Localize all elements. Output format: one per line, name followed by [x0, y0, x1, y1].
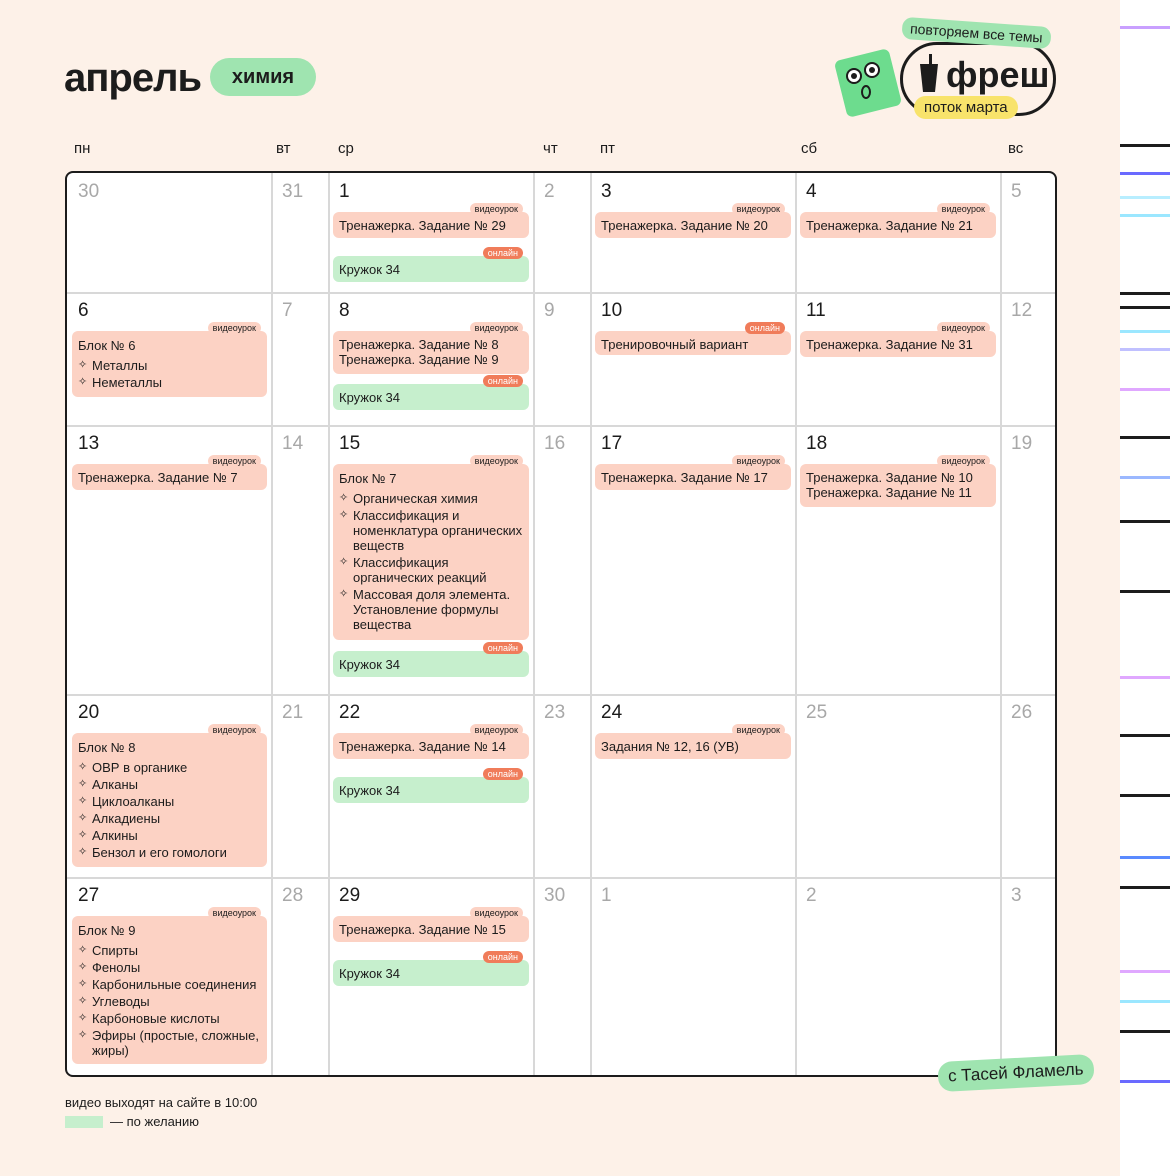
event-title-secondary: Тренажерка. Задание № 11 — [806, 485, 972, 500]
day-cell[interactable] — [1002, 175, 1057, 292]
event-tag: видеоурок — [470, 455, 523, 467]
topic-text: Алканы — [92, 777, 138, 792]
day-number: 11 — [806, 300, 826, 321]
weekday-wed: ср — [338, 140, 354, 157]
day-number: 13 — [78, 433, 100, 454]
weekday-mon: пн — [74, 140, 91, 157]
sparkle-icon: ✧ — [78, 761, 88, 773]
topic-text: Фенолы — [92, 960, 141, 975]
day-number: 1 — [601, 885, 612, 906]
day-cell[interactable] — [273, 696, 328, 877]
glitch-line — [1120, 330, 1170, 333]
sparkle-icon: ✧ — [78, 359, 88, 371]
video-event[interactable] — [595, 204, 791, 238]
sparkle-icon: ✧ — [78, 1012, 88, 1024]
sparkle-icon: ✧ — [339, 509, 349, 521]
day-number: 31 — [282, 181, 304, 202]
video-event[interactable] — [800, 456, 996, 507]
glitch-line — [1120, 292, 1170, 295]
event-title: Тренажерка. Задание № 17 — [601, 470, 768, 485]
glitch-line — [1120, 26, 1170, 29]
legend-text: — по желанию — [110, 1114, 199, 1129]
topic-list — [78, 760, 261, 860]
online-event[interactable] — [333, 952, 529, 986]
event-tag: видеоурок — [470, 322, 523, 334]
day-cell[interactable] — [535, 696, 590, 877]
event-title: Тренировочный вариант — [601, 337, 749, 352]
event-title: Тренажерка. Задание № 20 — [601, 218, 768, 233]
day-cell[interactable] — [592, 696, 795, 877]
event-tag: видеоурок — [470, 203, 523, 215]
day-cell[interactable] — [797, 696, 1000, 877]
day-cell[interactable] — [535, 175, 590, 292]
topic-item — [78, 828, 261, 843]
glitch-line — [1120, 436, 1170, 439]
video-event[interactable] — [595, 725, 791, 759]
day-cell[interactable] — [592, 427, 795, 694]
day-number: 1 — [339, 181, 350, 202]
month-title: апрель — [64, 56, 202, 100]
event-tag: видеоурок — [937, 322, 990, 334]
video-event[interactable] — [333, 323, 529, 374]
topic-item — [78, 977, 261, 992]
glitch-line — [1120, 348, 1170, 351]
online-event[interactable] — [333, 248, 529, 282]
weekday-sun: вс — [1008, 140, 1024, 157]
day-cell[interactable] — [1002, 427, 1057, 694]
day-number: 5 — [1011, 181, 1022, 202]
day-number: 26 — [1011, 702, 1033, 723]
glitch-line — [1120, 1000, 1170, 1003]
day-number: 10 — [601, 300, 623, 321]
sparkle-icon: ✧ — [78, 1029, 88, 1041]
topic-list — [78, 943, 261, 1058]
sparkle-icon: ✧ — [339, 556, 349, 568]
sparkle-icon: ✧ — [78, 795, 88, 807]
event-title: Кружок 34 — [339, 657, 400, 672]
sparkle-icon: ✧ — [78, 812, 88, 824]
day-number: 19 — [1011, 433, 1033, 454]
day-cell[interactable] — [1002, 696, 1057, 877]
day-number: 15 — [339, 433, 361, 454]
topic-item — [78, 777, 261, 792]
day-cell[interactable] — [797, 294, 1000, 425]
logo-brand: фреш — [946, 54, 1050, 95]
sparkle-icon: ✧ — [78, 846, 88, 858]
day-cell[interactable] — [273, 175, 328, 292]
day-number: 6 — [78, 300, 89, 321]
topic-text: Металлы — [92, 358, 148, 373]
topic-item — [78, 994, 261, 1009]
topic-list — [339, 491, 523, 632]
topic-text: Органическая химия — [353, 491, 478, 506]
topic-text: ОВР в органике — [92, 760, 188, 775]
logo-top-label: повторяем все темы — [901, 17, 1051, 49]
weekday-sat: сб — [801, 140, 818, 157]
day-number: 27 — [78, 885, 100, 906]
event-tag: онлайн — [483, 768, 523, 780]
day-number: 23 — [544, 702, 566, 723]
video-event[interactable] — [72, 725, 267, 867]
topic-item — [78, 845, 261, 860]
weekday-thu: чт — [543, 140, 558, 157]
weekday-fri: пт — [600, 140, 615, 157]
topic-item — [339, 491, 523, 506]
day-number: 30 — [544, 885, 566, 906]
glitch-line — [1120, 144, 1170, 147]
day-number: 25 — [806, 702, 828, 723]
event-title: Задания № 12, 16 (УВ) — [601, 739, 739, 754]
calendar-grid — [65, 171, 1057, 1077]
video-event[interactable] — [72, 908, 267, 1064]
sparkle-icon: ✧ — [339, 492, 349, 504]
topic-item — [78, 811, 261, 826]
topic-item — [339, 555, 523, 585]
online-event[interactable] — [333, 769, 529, 803]
day-cell[interactable] — [330, 696, 533, 877]
subject-badge: химия — [210, 58, 316, 96]
event-tag: видеоурок — [208, 907, 261, 919]
day-number: 4 — [806, 181, 817, 202]
day-cell[interactable] — [273, 294, 328, 425]
day-number: 20 — [78, 702, 100, 723]
sparkle-icon: ✧ — [78, 778, 88, 790]
event-title-secondary: Тренажерка. Задание № 9 — [339, 352, 499, 367]
topic-text: Классификация и номенклатура органических веществ — [353, 508, 523, 553]
logo-bottom-label: поток марта — [914, 96, 1018, 119]
glitch-line — [1120, 676, 1170, 679]
video-event[interactable] — [800, 323, 996, 357]
event-tag: видеоурок — [732, 724, 785, 736]
video-event[interactable] — [333, 725, 529, 759]
sparkle-icon: ✧ — [78, 829, 88, 841]
video-event[interactable] — [333, 456, 529, 640]
topic-item — [78, 375, 261, 390]
topic-item — [78, 794, 261, 809]
day-cell[interactable] — [330, 427, 533, 694]
day-cell[interactable] — [592, 879, 795, 1077]
glitch-line — [1120, 734, 1170, 737]
day-cell[interactable] — [69, 175, 271, 292]
topic-text: Спирты — [92, 943, 138, 958]
topic-text: Массовая доля элемента. Установление формулы вещества — [353, 587, 511, 632]
day-cell[interactable] — [797, 427, 1000, 694]
day-cell[interactable] — [330, 879, 533, 1077]
event-title: Тренажерка. Задание № 31 — [806, 337, 973, 352]
day-cell[interactable] — [330, 294, 533, 425]
day-cell[interactable] — [592, 294, 795, 425]
topic-item — [339, 587, 523, 632]
topic-item — [78, 943, 261, 958]
glitch-line — [1120, 196, 1170, 199]
day-number: 2 — [806, 885, 817, 906]
glitch-line — [1120, 1030, 1170, 1033]
weekday-headers — [66, 136, 1056, 160]
topic-text: Эфиры (простые, сложные, жиры) — [92, 1028, 259, 1058]
topic-text: Бензол и его гомологи — [92, 845, 227, 860]
event-title: Кружок 34 — [339, 390, 400, 405]
glitch-line — [1120, 590, 1170, 593]
day-number: 8 — [339, 300, 350, 321]
video-event[interactable] — [72, 323, 267, 397]
event-title: Тренажерка. Задание № 29 — [339, 218, 506, 233]
video-event[interactable] — [72, 456, 267, 490]
event-tag: видеоурок — [470, 724, 523, 736]
day-cell[interactable] — [1002, 294, 1057, 425]
day-cell[interactable] — [535, 879, 590, 1077]
day-cell[interactable] — [330, 175, 533, 292]
decorative-strip — [1120, 0, 1170, 1176]
glitch-line — [1120, 172, 1170, 175]
event-title: Кружок 34 — [339, 783, 400, 798]
day-number: 7 — [282, 300, 293, 321]
glitch-line — [1120, 886, 1170, 889]
day-cell[interactable] — [797, 175, 1000, 292]
day-number: 14 — [282, 433, 304, 454]
day-cell[interactable] — [69, 294, 271, 425]
topic-text: Алкадиены — [92, 811, 161, 826]
topic-item — [78, 760, 261, 775]
topic-text: Карбоновые кислоты — [92, 1011, 220, 1026]
event-tag: видеоурок — [208, 455, 261, 467]
sparkle-icon: ✧ — [339, 588, 349, 600]
sparkle-icon: ✧ — [78, 961, 88, 973]
day-number: 9 — [544, 300, 555, 321]
author-badge: с Тасей Фламель — [937, 1054, 1094, 1092]
day-cell[interactable] — [69, 427, 271, 694]
event-title: Блок № 6 — [78, 338, 136, 353]
glitch-line — [1120, 306, 1170, 309]
day-number: 3 — [1011, 885, 1022, 906]
topic-item — [339, 508, 523, 553]
day-number: 21 — [282, 702, 304, 723]
sparkle-icon: ✧ — [78, 376, 88, 388]
day-cell[interactable] — [273, 879, 328, 1077]
glitch-line — [1120, 856, 1170, 859]
video-event[interactable] — [333, 204, 529, 238]
sparkle-icon: ✧ — [78, 978, 88, 990]
topic-text: Углеводы — [92, 994, 150, 1009]
day-cell[interactable] — [797, 879, 1000, 1077]
event-tag: онлайн — [483, 375, 523, 387]
footer-note: видео выходят на сайте в 10:00 — [65, 1095, 258, 1110]
video-event[interactable] — [595, 456, 791, 490]
topic-list — [78, 358, 261, 390]
event-tag: видеоурок — [937, 203, 990, 215]
glitch-line — [1120, 388, 1170, 391]
event-title: Тренажерка. Задание № 15 — [339, 922, 506, 937]
topic-item — [78, 358, 261, 373]
day-number: 28 — [282, 885, 304, 906]
day-number: 30 — [78, 181, 100, 202]
topic-item — [78, 1011, 261, 1026]
day-number: 2 — [544, 181, 555, 202]
video-event[interactable] — [800, 204, 996, 238]
day-number: 3 — [601, 181, 612, 202]
day-number: 24 — [601, 702, 623, 723]
day-cell[interactable] — [273, 427, 328, 694]
event-tag: видеоурок — [937, 455, 990, 467]
topic-text: Циклоалканы — [92, 794, 175, 809]
event-tag: видеоурок — [208, 322, 261, 334]
day-cell[interactable] — [535, 427, 590, 694]
event-tag: видеоурок — [470, 907, 523, 919]
event-title: Кружок 34 — [339, 966, 400, 981]
online-event[interactable] — [333, 643, 529, 677]
event-title: Тренажерка. Задание № 14 — [339, 739, 506, 754]
mascot-icon — [832, 40, 904, 120]
event-tag: онлайн — [745, 322, 785, 334]
event-title: Тренажерка. Задание № 7 — [78, 470, 238, 485]
event-title: Тренажерка. Задание № 8 — [339, 337, 499, 352]
topic-item — [78, 960, 261, 975]
event-title: Блок № 9 — [78, 923, 136, 938]
sparkle-icon: ✧ — [78, 995, 88, 1007]
sparkle-icon: ✧ — [78, 944, 88, 956]
event-title: Кружок 34 — [339, 262, 400, 277]
day-number: 16 — [544, 433, 566, 454]
topic-item — [78, 1028, 261, 1058]
video-event[interactable] — [333, 908, 529, 942]
event-title: Тренажерка. Задание № 10 — [806, 470, 973, 485]
cup-icon — [916, 54, 942, 94]
day-cell[interactable] — [69, 879, 271, 1077]
day-number: 12 — [1011, 300, 1033, 321]
topic-text: Карбонильные соединения — [92, 977, 257, 992]
video-event[interactable] — [595, 323, 791, 355]
glitch-line — [1120, 214, 1170, 217]
event-title: Тренажерка. Задание № 21 — [806, 218, 973, 233]
glitch-line — [1120, 476, 1170, 479]
glitch-line — [1120, 520, 1170, 523]
day-number: 22 — [339, 702, 361, 723]
topic-text: Классификация органических реакций — [353, 555, 487, 585]
brand-logo — [830, 18, 1070, 128]
event-tag: видеоурок — [208, 724, 261, 736]
glitch-line — [1120, 970, 1170, 973]
glitch-line — [1120, 794, 1170, 797]
topic-text: Алкины — [92, 828, 138, 843]
day-number: 18 — [806, 433, 828, 454]
event-tag: онлайн — [483, 951, 523, 963]
topic-text: Неметаллы — [92, 375, 162, 390]
day-cell[interactable] — [592, 175, 795, 292]
online-event[interactable] — [333, 376, 529, 410]
event-tag: онлайн — [483, 642, 523, 654]
day-number: 29 — [339, 885, 361, 906]
weekday-tue: вт — [276, 140, 291, 157]
day-cell[interactable] — [535, 294, 590, 425]
event-title: Блок № 8 — [78, 740, 136, 755]
day-cell[interactable] — [69, 696, 271, 877]
event-tag: видеоурок — [732, 455, 785, 467]
glitch-line — [1120, 1080, 1170, 1083]
day-number: 17 — [601, 433, 623, 454]
event-title: Блок № 7 — [339, 471, 397, 486]
event-tag: онлайн — [483, 247, 523, 259]
event-tag: видеоурок — [732, 203, 785, 215]
legend-swatch — [65, 1116, 103, 1128]
day-cell[interactable] — [1002, 879, 1057, 1077]
